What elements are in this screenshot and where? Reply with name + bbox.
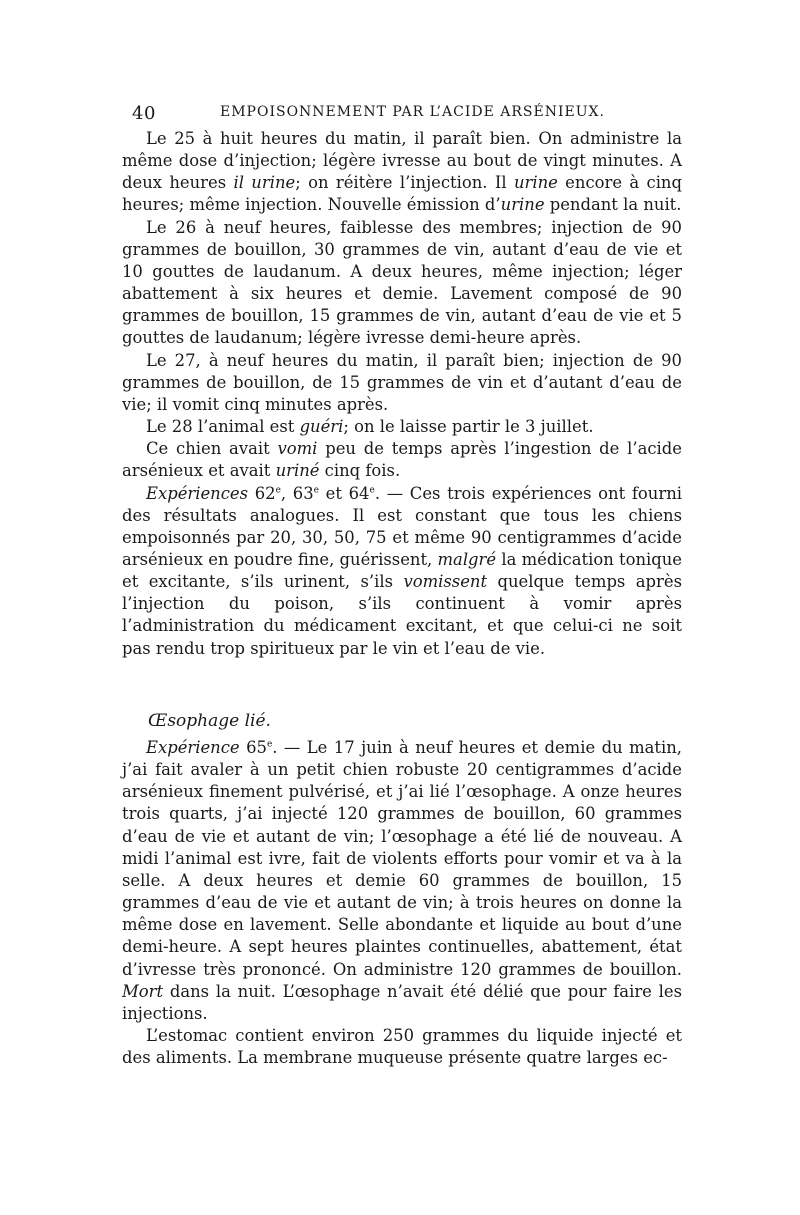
paragraph xyxy=(122,1025,682,1069)
italic-text: vomissent xyxy=(403,572,488,592)
text-segment: L’estomac contient environ 250 grammes du liquide injecté et des aliments. La membrane muqueuse présente quatre larges ec- xyxy=(122,1026,682,1068)
text-segment: encore à cinq heures; même injection. Nouvelle émission d’ xyxy=(122,173,682,215)
text-segment: peu de temps après l’ingestion de l’acide arsénieux et avait xyxy=(122,439,682,481)
page-number: 40 xyxy=(132,103,156,124)
text-segment: Ce chien avait xyxy=(146,439,278,459)
paragraph xyxy=(122,483,682,660)
italic-text: il urine xyxy=(233,173,296,193)
text-segment: quelque temps après l’injection du poison, s’ils continuent à vomir après l’administration du médicament excitant, et que celui-ci ne soit pas rendu trop spiritueux par le vin et l’eau de vie. xyxy=(122,572,682,658)
paragraph xyxy=(122,438,682,482)
superscript: e xyxy=(266,739,273,750)
superscript: e xyxy=(369,485,375,496)
text-segment: . — Le 17 juin à neuf heures et demie du matin, j’ai fait avaler à un petit chien robuste 20 centigrammes d’acide arsénieux finement pulvérisé, et j’ai lié l’œsophage. A onze heures trois quarts, j’ai injecté 120 grammes de bouillon, 60 grammes d’eau de vie et autant de vin; l’œsophage a été lié de nouveau. A midi l’animal est ivre, fait de violents efforts pour vomir et va à la selle. A deux heures et demie 60 grammes de bouillon, 15 grammes d’eau de vie et autant de vin; à trois heures on donne la même dose en lavement. Selle abondante et liquide au bout d’une demi-heure. A sept heures plaintes continuelles, abattement, état d’ivresse très prononcé. On administre 120 grammes de bouillon. xyxy=(122,738,682,979)
italic-text: guéri xyxy=(299,417,344,437)
text-segment: ; on le laisse partir le 3 juillet. xyxy=(343,417,594,437)
text-segment: 62 xyxy=(248,483,276,503)
body-text-lower xyxy=(122,737,682,1069)
italic-text: malgré xyxy=(437,549,497,569)
paragraph xyxy=(122,128,682,217)
paragraph xyxy=(122,217,682,350)
superscript: e xyxy=(275,485,281,496)
text-segment: 65 xyxy=(239,738,267,757)
italic-text: urine xyxy=(500,195,545,215)
italic-text: Mort xyxy=(122,981,164,1001)
paragraph xyxy=(122,416,682,438)
body-text-upper xyxy=(122,128,682,660)
text-segment: . — Ces trois expériences ont fourni des résultats analogues. Il est constant que tous les chiens empoisonnés par 20, 30, 50, 75 et même 90 centigrammes d’acide arsénieux en poudre fine, guérissent, xyxy=(122,483,682,569)
italic-text: uriné xyxy=(275,461,320,481)
text-segment: Le 25 à huit heures du matin, il paraît bien. On administre la même dose d’injection; légère ivresse au bout de vingt minutes. A deux heures xyxy=(122,129,682,193)
paragraph xyxy=(122,350,682,416)
text-segment: Le 27, à neuf heures du matin, il paraît bien; injection de 90 grammes de bouillon, de 15 grammes de vin et d’autant d’eau de vie; il vomit cinq minutes après. xyxy=(122,350,682,414)
text-segment: la médication tonique et excitante, s’ils urinent, s’ils xyxy=(122,549,682,592)
italic-text: Expériences xyxy=(146,483,249,503)
page-header xyxy=(132,103,680,123)
superscript: e xyxy=(313,485,319,496)
italic-text: Expérience xyxy=(146,738,240,757)
text-segment: dans la nuit. L’œsophage n’avait été délié que pour faire les injections. xyxy=(122,981,682,1023)
text-segment: et 64 xyxy=(318,483,370,503)
paragraph xyxy=(122,737,682,1025)
text-segment: pendant la nuit. xyxy=(544,195,682,215)
text-segment: cinq fois. xyxy=(319,461,401,481)
text-segment: , 63 xyxy=(280,483,314,503)
italic-text: vomi xyxy=(277,439,318,459)
text-segment: Le 28 l’animal est xyxy=(146,417,300,437)
text-segment: Le 26 à neuf heures, faiblesse des membres; injection de 90 grammes de bouillon, 30 grammes de vin, autant d’eau de vie et 10 gouttes de laudanum. A deux heures, même injection; léger abattement à six heures et demie. Lavement composé de 90 grammes de bouillon, 15 grammes de vin, autant d’eau de vie et 5 gouttes de laudanum; légère ivresse demi-heure après. xyxy=(122,217,682,348)
text-segment: ; on réitère l’injection. Il xyxy=(295,173,514,193)
italic-text: urine xyxy=(513,173,558,193)
section-heading: Œsophage lié. xyxy=(148,711,271,731)
running-head: EMPOISONNEMENT PAR L’ACIDE ARSÉNIEUX. xyxy=(220,104,605,120)
